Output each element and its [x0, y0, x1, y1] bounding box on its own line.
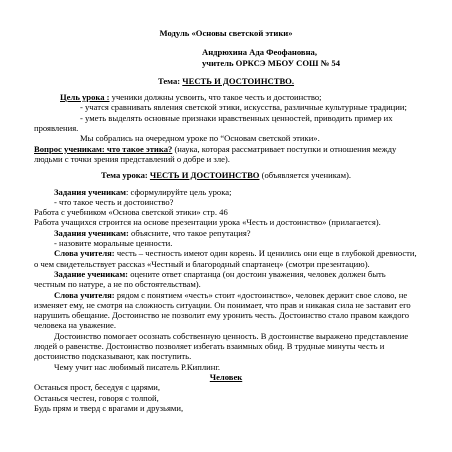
teacher2-text: рядом с понятием «честь» стоит «достоинство», человек держит свое слово, не изменяет ему, не смотря на сложность ситуации. Он понимает, что прав и никакая сила не заставит его нарушить обещание. Достоинство не позволит ему уронить честь. Достоинство стало правом каждого человека на уважение. [34, 289, 411, 331]
task1-text: : сформулируйте цель урока; [126, 186, 232, 197]
task2-label: Задания ученикам: [54, 227, 129, 238]
teacher2-label: Слова учителя: [54, 289, 115, 300]
task3-label: Задание ученикам: [54, 268, 129, 279]
task1-label: Задания ученикам [54, 186, 127, 197]
question-label: Вопрос ученикам: что такое этика? [34, 143, 173, 154]
author-name: Андрюхина Ада Феофановна, [202, 47, 317, 58]
theme2-value: ЧЕСТЬ И ДОСТОИНСТВО [149, 170, 260, 181]
poem-line: Останься прост, беседуя с царями, [34, 382, 161, 393]
poem-title: Человек [209, 371, 243, 382]
theme2-prefix: Тема урока: [100, 170, 150, 181]
lesson-theme-label: Тема: [157, 75, 183, 86]
author-role: учитель ОРКСЭ МБОУ СОШ № 54 [202, 57, 341, 68]
poem-line: Останься честен, говоря с толпой, [34, 392, 159, 403]
task1-line-2: - что такое честь и достоинство? [54, 196, 174, 207]
document-title: Модуль «Основы светской этики» [159, 28, 293, 38]
task2-paragraph [34, 228, 418, 238]
question-text: (наука, которая рассматривает поступки и отношения между людьми с точки зрения представлений о добре и зле). [34, 143, 397, 164]
lesson-theme-value: ЧЕСТЬ И ДОСТОИНСТВО. [182, 75, 295, 86]
goal-line-2: - учатся сравнивать явления светской этики, искусства, различные культурные традиции; [80, 102, 407, 113]
task3-paragraph [34, 269, 418, 290]
theme2-suffix: (объявляется ученикам). [259, 170, 352, 181]
author-block [34, 47, 418, 68]
goal-text: ученики должны усвоить, что такое честь и достоинство; [109, 92, 322, 103]
lesson-theme [34, 76, 418, 86]
teacher2-paragraph [34, 290, 418, 331]
teacher1-text: честь – честность имеют один корень. И ценились они еще в глубокой древности, о чем свидетельствует рассказ «Честный и благородный спартанец» (смотри презентацию). [34, 248, 417, 269]
book-line: Работа с учебником «Основа светской этики» стр. 46 [34, 207, 228, 218]
task1-paragraph [34, 187, 418, 197]
goal-paragraph [34, 92, 418, 102]
work-line: Работа учащихся строится на основе презентации урока «Честь и достоинство» (прилагается). [34, 217, 381, 228]
lesson-theme-2 [34, 170, 418, 180]
task2-text: объясните, что такое репутация? [128, 227, 251, 238]
goal-line-3: - уметь выделять основные признаки нравственных ценностей, приводить пример их проявления. [34, 112, 393, 134]
teacher1-label: Слова учителя: [54, 248, 115, 259]
question-paragraph [34, 144, 418, 165]
dignity-paragraph: Достоинство помогает осознать собственную ценность. В достоинстве выражено представление людей о равенстве. Достоинство позволяет избегать взаимных обид. В трудные минуты честь и достоинство подсказывают, как поступить. [34, 330, 409, 362]
kipling-line: Чему учит нас любимый писатель Р.Киплинг. [54, 361, 221, 372]
intro-paragraph: Мы собрались на очередном уроке по “Основам светской этики». [80, 133, 320, 144]
poem-line: Будь прям и тверд с врагами и друзьями, [34, 402, 184, 413]
task2-line-2: - назовите моральные ценности. [54, 238, 173, 249]
task3-text: оцените ответ спартанца (он достоин уважения, человек должен быть честным по натуре, а не по обстоятельствам). [34, 268, 386, 290]
teacher1-paragraph [34, 248, 418, 269]
goal-label: Цель урока : [60, 92, 110, 103]
